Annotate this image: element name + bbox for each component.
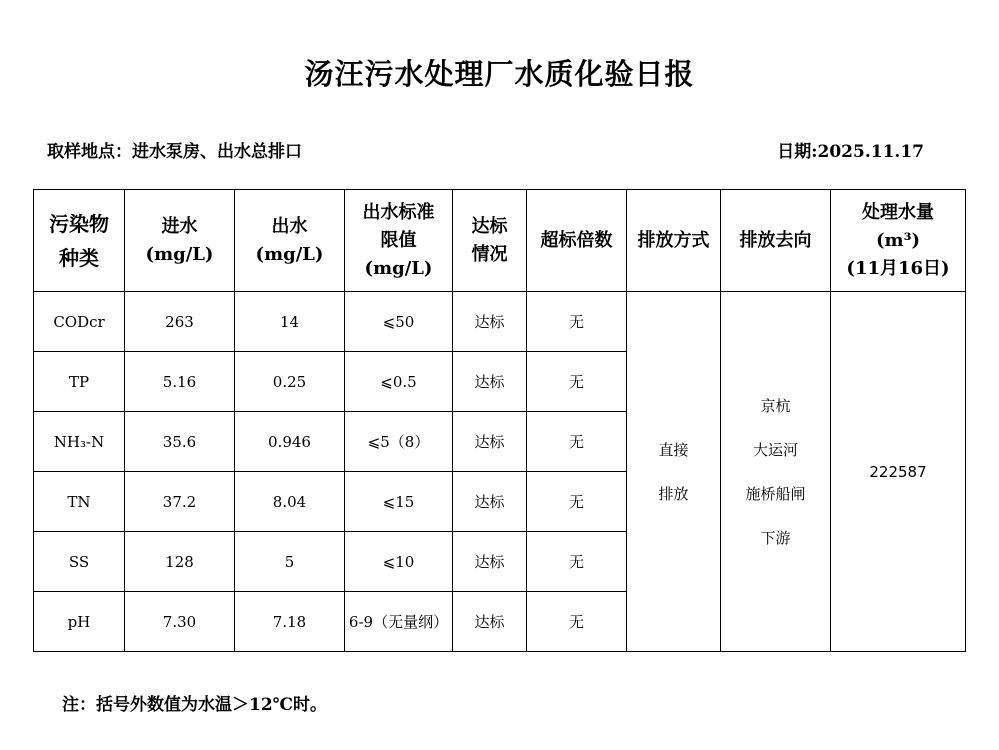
- status-value: 达标: [453, 532, 527, 592]
- header-method: 排放方式: [627, 190, 721, 292]
- header-volume: 处理水量 (m³) (11月16日): [831, 190, 966, 292]
- status-value: 达标: [453, 472, 527, 532]
- influent-value: 263: [125, 292, 235, 352]
- limit-value: ⩽15: [345, 472, 453, 532]
- table-row: [34, 292, 966, 352]
- effluent-value: 8.04: [235, 472, 345, 532]
- effluent-value: 5: [235, 532, 345, 592]
- pollutant-name: pH: [34, 592, 125, 652]
- pollutant-name: SS: [34, 532, 125, 592]
- pollutant-name: CODcr: [34, 292, 125, 352]
- limit-value: ⩽50: [345, 292, 453, 352]
- header-exceed: 超标倍数: [527, 190, 627, 292]
- exceed-value: 无: [527, 472, 627, 532]
- influent-value: 7.30: [125, 592, 235, 652]
- limit-value: ⩽5（8）: [345, 412, 453, 472]
- status-value: 达标: [453, 352, 527, 412]
- header-status: 达标 情况: [453, 190, 527, 292]
- sampling-location: 取样地点：进水泵房、出水总排口: [47, 142, 302, 162]
- effluent-value: 0.946: [235, 412, 345, 472]
- header-row: [34, 190, 966, 292]
- pollutant-name: NH₃-N: [34, 412, 125, 472]
- influent-value: 128: [125, 532, 235, 592]
- exceed-value: 无: [527, 292, 627, 352]
- effluent-value: 0.25: [235, 352, 345, 412]
- influent-value: 5.16: [125, 352, 235, 412]
- status-value: 达标: [453, 292, 527, 352]
- report-date: 日期:2025.11.17: [777, 142, 924, 162]
- header-influent: 进水 (mg/L): [125, 190, 235, 292]
- discharge-method: 直接 排放: [627, 292, 721, 652]
- exceed-value: 无: [527, 352, 627, 412]
- water-quality-table: [33, 189, 966, 652]
- status-value: 达标: [453, 592, 527, 652]
- header-effluent: 出水 (mg/L): [235, 190, 345, 292]
- influent-value: 35.6: [125, 412, 235, 472]
- effluent-value: 14: [235, 292, 345, 352]
- header-limit: 出水标准 限值 (mg/L): [345, 190, 453, 292]
- header-destination: 排放去向: [721, 190, 831, 292]
- report-title: 汤汪污水处理厂水质化验日报: [304, 57, 695, 91]
- limit-value: 6-9（无量纲）: [345, 592, 453, 652]
- status-value: 达标: [453, 412, 527, 472]
- influent-value: 37.2: [125, 472, 235, 532]
- pollutant-name: TP: [34, 352, 125, 412]
- header-pollutant: 污染物 种类: [34, 190, 125, 292]
- limit-value: ⩽10: [345, 532, 453, 592]
- treated-volume: 222587: [831, 292, 966, 652]
- exceed-value: 无: [527, 532, 627, 592]
- effluent-value: 7.18: [235, 592, 345, 652]
- exceed-value: 无: [527, 592, 627, 652]
- footnote: 注：括号外数值为水温＞12℃时。: [62, 695, 328, 715]
- exceed-value: 无: [527, 412, 627, 472]
- limit-value: ⩽0.5: [345, 352, 453, 412]
- discharge-destination: 京杭 大运河 施桥船闸 下游: [721, 292, 831, 652]
- pollutant-name: TN: [34, 472, 125, 532]
